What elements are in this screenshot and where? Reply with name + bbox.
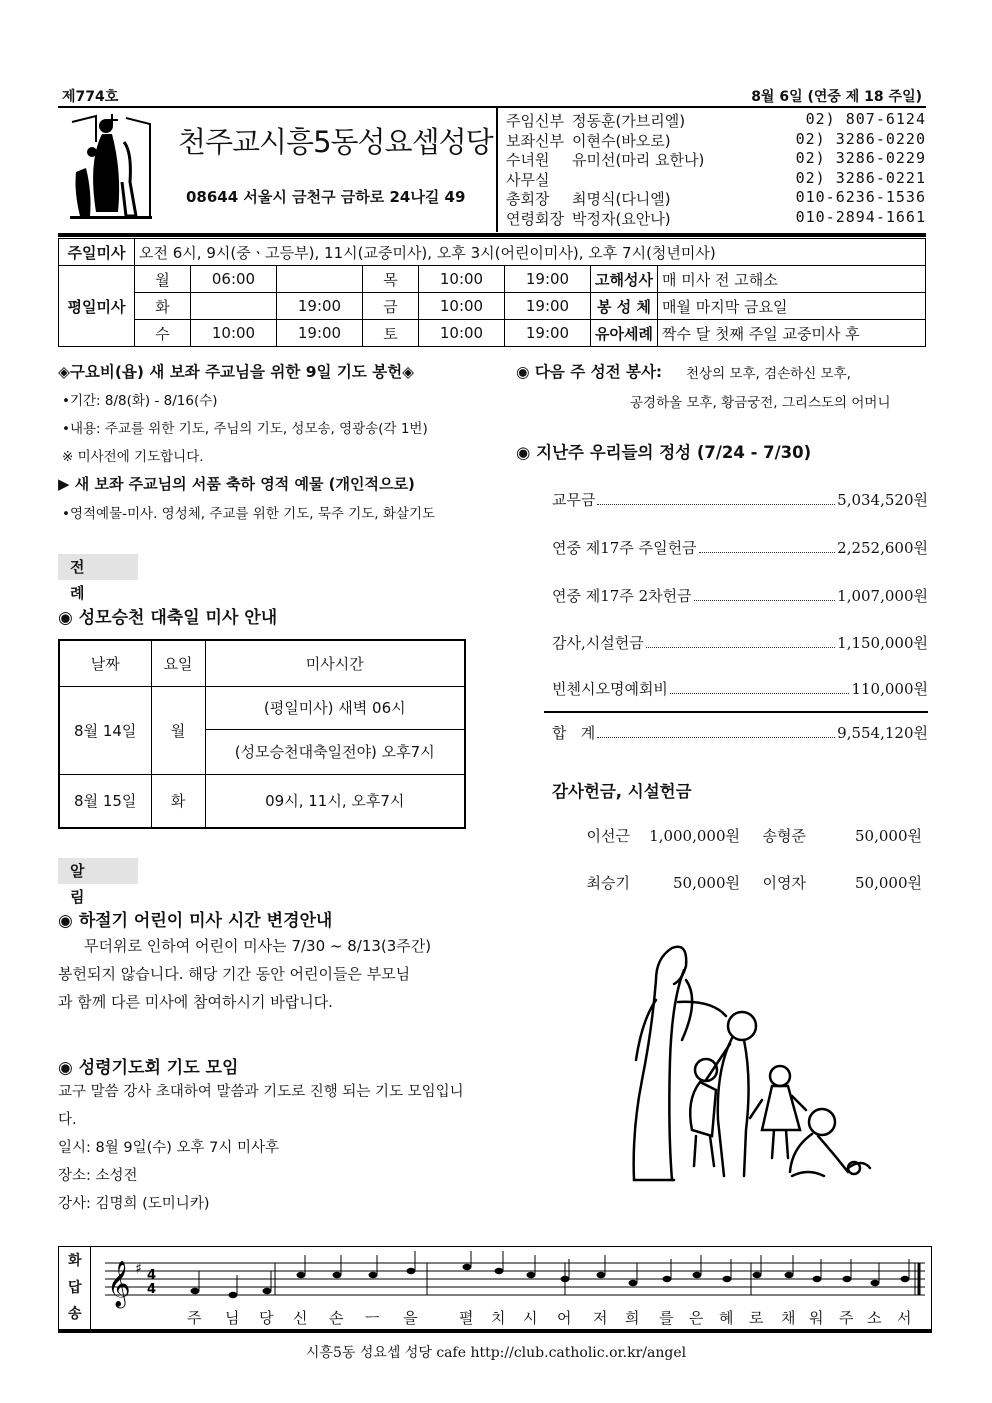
time-signature: 4	[147, 1268, 157, 1283]
footer-text: 시흥5동 성요셉 성당 cafe http://club.catholic.or.kr/angel	[305, 1345, 687, 1361]
prayer-place: 장소: 소성전	[58, 1168, 138, 1184]
weekday-mass-label: 평일미사	[59, 266, 135, 347]
lyric-syllable: 서	[897, 1309, 912, 1327]
psalm-staff	[95, 1251, 929, 1309]
treble-clef-icon: 𝄞	[107, 1261, 131, 1307]
offering-row: 교무금 5,034,520원	[552, 491, 928, 509]
prayer-when: 일시: 8월 9일(수) 오후 7시 미사후	[58, 1140, 279, 1156]
summer-text: 무더위로 인하여 어린이 미사는 7/30 ~ 8/13(3주간)	[84, 937, 432, 955]
summer-text: 봉헌되지 않습니다. 해당 기간 동안 어린이들은 부모님	[58, 965, 411, 983]
offerings-title: ◉ 지난주 우리들의 정성 (7/24 - 7/30)	[516, 443, 812, 462]
offering-total-row: 합 계 9,554,120원	[552, 724, 928, 742]
lyric-syllable: 워	[809, 1309, 824, 1327]
lyric-syllable: 은	[689, 1309, 704, 1327]
note-head	[871, 1280, 880, 1286]
table-row: 날짜 요일 미사시간	[59, 640, 465, 686]
issue-number: 제774호	[62, 89, 119, 105]
staff-row: 사무실 02) 3286-0221	[506, 168, 926, 189]
note-head	[527, 1272, 536, 1278]
offering-row: 감사,시설헌금 1,150,000원	[552, 634, 928, 652]
lyric-syllable: 희	[625, 1309, 640, 1327]
altar-service-title: ◉ 다음 주 성전 봉사:	[516, 363, 663, 381]
divider	[496, 108, 498, 232]
lyric-syllable: 손	[329, 1309, 344, 1327]
offering-row: 연중 제17주 주일헌금 2,252,600원	[552, 539, 928, 557]
note-head	[723, 1276, 732, 1282]
lyric-syllable: 당	[259, 1309, 274, 1327]
novena-content: •내용: 주교를 위한 기도, 주님의 기도, 성모송, 영광송(각 1번)	[62, 421, 428, 437]
gift-content: •영적예물-미사. 영성체, 주교를 위한 기도, 묵주 기도, 화살기도	[62, 506, 436, 522]
divider	[58, 106, 926, 108]
psalm-music-box	[58, 1246, 932, 1330]
note-head	[597, 1272, 606, 1278]
divider	[544, 711, 928, 713]
lyric-syllable: ㅡ	[365, 1309, 380, 1327]
altar-service-line: 공경하올 모후, 황금궁전, 그리스도의 어머니	[630, 395, 891, 411]
table-row: 평일미사 월 06:00 목 10:00 19:00 고해성사 매 미사 전 고해소	[59, 266, 926, 293]
note-head	[663, 1276, 672, 1282]
prayer-text: 교구 말씀 강사 초대하여 말씀과 기도로 진행 되는 기도 모임입니	[58, 1084, 464, 1100]
lyric-syllable: 혜	[719, 1309, 734, 1327]
psalm-lyrics	[95, 1307, 929, 1329]
note-head	[333, 1272, 342, 1278]
staff-row: 수녀원 유미선(마리 요한나) 02) 3286-0229	[506, 149, 926, 169]
sharp-icon: ♯	[135, 1261, 142, 1277]
staff-row: 주임신부 정동훈(가브리엘) 02) 807-6124	[506, 110, 926, 130]
lyric-syllable: 로	[749, 1309, 764, 1327]
lyric-syllable: 주	[839, 1309, 854, 1327]
table-row: 8월 14일 월 (평일미사) 새벽 06시	[59, 686, 465, 729]
lyric-syllable: 어	[557, 1309, 572, 1327]
donation-row: 이선근 1,000,000원 송형준 50,000원	[586, 827, 922, 845]
staff-row: 연령회장 박정자(요안나) 010-2894-1661	[506, 207, 926, 228]
note-head	[901, 1276, 910, 1282]
lyric-syllable: 소	[867, 1309, 882, 1327]
note-head	[843, 1276, 852, 1282]
lyric-syllable: 주	[187, 1309, 202, 1327]
issue-date: 8월 6일 (연중 제 18 주일)	[751, 89, 922, 105]
note-head	[693, 1272, 702, 1278]
psalm-notes	[191, 1251, 910, 1298]
note-head	[463, 1264, 472, 1270]
prayer-title: ◉ 성령기도회 기도 모임	[58, 1058, 239, 1078]
table-row: 8월 15일 화 09시, 11시, 오후7시	[59, 774, 465, 828]
table-row: 화 19:00 금 10:00 19:00 봉 성 체 매월 마지막 금요일	[59, 293, 926, 320]
summer-title: ◉ 하절기 어린이 미사 시간 변경안내	[58, 911, 333, 931]
note-head	[191, 1288, 200, 1294]
lyric-syllable: 저	[593, 1309, 608, 1327]
note-head	[263, 1288, 272, 1294]
mass-schedule-table	[58, 238, 926, 347]
prayer-speaker: 강사: 김명희 (도미니카)	[58, 1196, 210, 1212]
staff-row: 총회장 최명식(다니엘) 010-6236-1536	[506, 188, 926, 208]
novena-title: ◈구요비(욥) 새 보좌 주교님을 위한 9일 기도 봉헌◈	[58, 363, 415, 381]
lyric-syllable: 시	[523, 1309, 538, 1327]
note-head	[297, 1272, 306, 1278]
sunday-mass-label: 주일미사	[59, 239, 135, 266]
table-row: (성모승천대축일전야) 오후7시	[59, 729, 465, 774]
sunday-mass-times: 오전 6시, 9시(중ㆍ고등부), 11시(교중미사), 오후 3시(어린이미사), 오후 7시(청년미사)	[135, 239, 926, 266]
psalm-label-box: 화 답 송	[59, 1247, 91, 1329]
note-head	[229, 1292, 238, 1298]
altar-service-line: 천상의 모후, 겸손하신 모후,	[686, 366, 851, 382]
divider	[58, 233, 926, 237]
liturgy-tag: 전 례	[58, 554, 138, 580]
church-name: 천주교시흥5동성요셉성당	[178, 125, 493, 159]
note-head	[813, 1276, 822, 1282]
note-head	[785, 1272, 794, 1278]
novena-period: •기간: 8/8(화) - 8/16(수)	[62, 393, 218, 409]
lyric-syllable: 신	[293, 1309, 308, 1327]
assumption-mass-table	[58, 639, 466, 829]
note-head	[629, 1280, 638, 1286]
offering-row: 연중 제17주 2차헌금 1,007,000원	[552, 587, 928, 605]
divider	[58, 1330, 932, 1333]
summer-text: 과 함께 다른 미사에 참여하시기 바랍니다.	[58, 993, 333, 1011]
staff-row: 보좌신부 이현수(바오로) 02) 3286-0220	[506, 129, 926, 150]
lyric-syllable: 펼	[459, 1309, 474, 1327]
prayer-text: 다.	[58, 1112, 77, 1128]
note-head	[753, 1272, 762, 1278]
notice-tag: 알 림	[58, 858, 138, 884]
lyric-syllable: 채	[781, 1309, 796, 1327]
note-head	[561, 1276, 570, 1282]
novena-note: ※ 미사전에 기도합니다.	[62, 449, 204, 465]
lyric-syllable: 님	[225, 1309, 240, 1327]
lyric-syllable: 을	[403, 1309, 418, 1327]
time-signature: 4	[147, 1282, 157, 1297]
jesus-with-children-illustration-icon	[612, 940, 882, 1190]
note-head	[407, 1268, 416, 1274]
donations-title: 감사헌금, 시설헌금	[552, 782, 692, 801]
note-head	[369, 1272, 378, 1278]
lyric-syllable: 를	[659, 1309, 674, 1327]
donation-row: 최승기 50,000원 이영자 50,000원	[586, 874, 922, 892]
offering-row: 빈첸시오명예회비 110,000원	[552, 680, 928, 698]
table-row: 수 10:00 19:00 토 10:00 19:00 유아세례 짝수 달 첫째 주일 교중미사 후	[59, 320, 926, 347]
lyric-syllable: 치	[491, 1309, 506, 1327]
note-head	[495, 1268, 504, 1274]
gift-title: ▶ 새 보좌 주교님의 서품 축하 영적 예물 (개인적으로)	[58, 475, 415, 493]
table-row	[59, 239, 926, 266]
church-address: 08644 서울시 금천구 금하로 24나길 49	[186, 188, 466, 206]
staff-directory	[506, 110, 926, 227]
holy-family-logo-icon	[66, 112, 156, 228]
assumption-title: ◉ 성모승천 대축일 미사 안내	[58, 608, 278, 628]
